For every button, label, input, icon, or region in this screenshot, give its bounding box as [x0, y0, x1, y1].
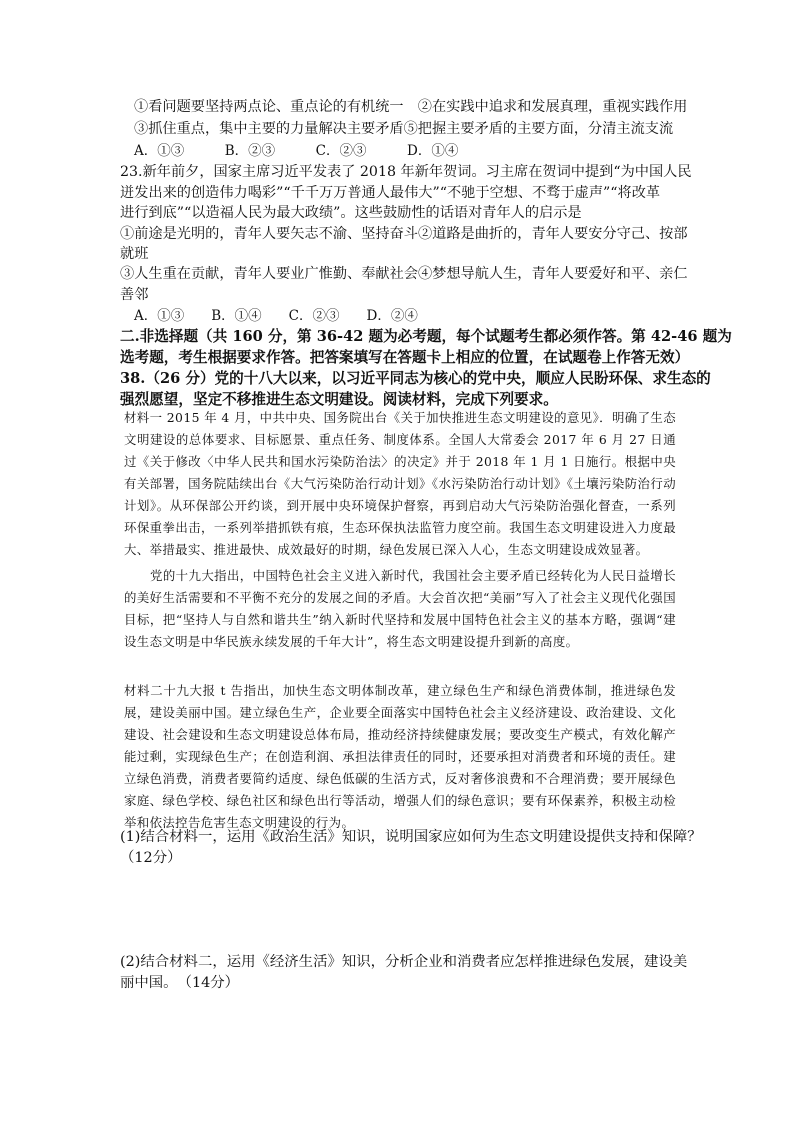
- section-heading-line-1: 二.非选择题（共 160 分，第 36-42 题为必考题，每个试题考生都必须作答。第 42-46 题为: [120, 328, 732, 345]
- q23-stem-line-1: 23.新年前夕，国家主席习近平发表了 2018 年新年贺词。习主席在贺词中提到“为中国人民: [120, 164, 692, 180]
- q23-statement-2-cont: 善邻: [120, 287, 149, 303]
- q22-statement-1: ①看问题要坚持两点论、重点论的有机统一 ②在实践中追求和发展真理，重视实践作用: [134, 99, 688, 115]
- section-heading-line-2: 选考题，考生根据要求作答。把答案填写在答题卡上相应的位置，在试题卷上作答无效）: [120, 349, 690, 366]
- q22-options: A．①③ B．②③ C．②③ D．①④: [134, 143, 459, 159]
- sub-question-2-line-2: 丽中国。 （14分）: [120, 975, 240, 991]
- q23-options: A．①③ B．①④ C．②③ D．②④: [134, 308, 418, 324]
- sub-question-1-line-2: （12分）: [120, 850, 182, 866]
- q22-statement-2: ③抓住重点，集中主要的力量解决主要矛盾⑤把握主要矛盾的主要方面，分清主流支流: [134, 121, 674, 137]
- material-two: [124, 680, 676, 834]
- q23-statement-2: ③人生重在贡献，青年人要业广惟勤、奉献社会④梦想导航人生，青年人要爱好和平、亲仁: [120, 266, 688, 282]
- material-one: [124, 407, 676, 653]
- q23-stem-line-3: 进行到底”“以造福人民为最大政绩”。这些鼓励性的话语对青年人的启示是: [120, 205, 582, 221]
- sub-question-1-line-1: (1)结合材料一，运用《政治生活》知识，说明国家应如何为生态文明建设提供支持和保障？: [120, 829, 702, 845]
- q23-statement-1-cont: 就班: [120, 246, 149, 262]
- material-one-paragraph-1: 材料一 2015 年 4 月，中共中央、国务院出台《关于加快推进生态文明建设的意见》．明确了生态文明建设的总体要求、目标愿景、重点任务、制度体系。全国人大常委会 2017 年 6 月 27 日通过《关于修改〈中华人民共和国水污染防治法〉的决定》并于 2018 年 1 月 1 日施行。根据中央有关部署，国务院陆续出台《大气污染防治行动计划》《水污染防治行动计划》《土壤污染防治行动计划》。从环保部公开约谈，到开展中央环境保护督察，再到启动大气污染防治强化督查，一系列环保重拳出击，一系列举措抓铁有痕，生态环保执法监管力度空前。我国生态文明建设进入力度最大、举措最实、推进最快、成效最好的时期，绿色发展已深入人心，生态文明建设成效显著。: [124, 410, 676, 557]
- q38-stem-line-1: 38.（26 分）党的十八大以来，以习近平同志为核心的党中央，顺应人民盼环保、求生态的: [120, 370, 711, 387]
- sub-question-2-line-1: (2)结合材料二，运用《经济生活》知识，分析企业和消费者应怎样推进绿色发展，建设美: [120, 954, 688, 970]
- q23-statement-1: ①前途是光明的，青年人要矢志不渝、坚持奋斗②道路是曲折的，青年人要安分守己、按部: [120, 226, 688, 242]
- q38-stem-line-2: 强烈愿望，坚定不移推进生态文明建设。阅读材料，完成下列要求。: [120, 391, 558, 408]
- material-one-paragraph-2: 党的十九大指出，中国特色社会主义进入新时代，我国社会主要矛盾已经转化为人民日益增长的美好生活需要和不平衡不充分的发展之间的矛盾。大会首次把“美丽”写入了社会主义现代化强国目标，把“坚持人与自然和谐共生”纳入新时代坚持和发展中国特色社会主义的基本方略，强调“建设生态文明是中华民族永续发展的千年大计”，将生态文明建设提升到新的高度。: [124, 568, 676, 649]
- q23-stem-line-2: 迸发出来的创造伟力喝彩”“千千万万普通人最伟大”“不驰于空想、不骛于虚声”“将改革: [120, 185, 661, 201]
- material-two-paragraph: 材料二十九大报 t 告指出，加快生态文明体制改革，建立绿色生产和绿色消费体制，推进绿色发展，建设美丽中国。建立绿色生产，企业要全面落实中国特色社会主义经济建设、政治建设、文化建设、社会建设和生态文明建设总体布局，推动经济持续健康发展；要改变生产模式，有效化解产能过剩，实现绿色生产；在创造利润、承担法律责任的同时，还要承担对消费者和环境的责任。建立绿色消费，消费者要简约适度、绿色低碳的生活方式，反对奢侈浪费和不合理消费；要开展绿色家庭、绿色学校、绿色社区和绿色出行等活动，增强人们的绿色意识；要有环保素养，积极主动检举和依法控告危害生态文明建设的行为。: [124, 683, 676, 830]
